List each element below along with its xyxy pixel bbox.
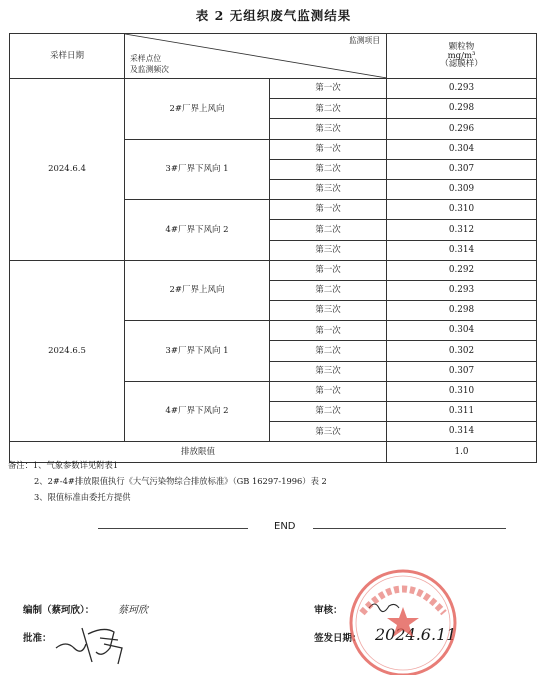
sampling-point-cell: 4#厂界下风向 2 <box>125 381 270 442</box>
header-monitoring-frequency: 及监测频次 <box>130 64 169 74</box>
table-title: 表 2 无组织废气监测结果 <box>195 8 352 23</box>
note-1: 备注：1、气象参数详见附表1 <box>8 460 119 470</box>
frequency-cell: 第三次 <box>270 361 387 381</box>
value-cell: 0.307 <box>387 159 537 179</box>
value-cell: 0.296 <box>387 119 537 139</box>
issue-date-value: 2024.6.11 <box>375 625 457 644</box>
value-cell: 0.302 <box>387 341 537 361</box>
frequency-cell: 第三次 <box>270 179 387 199</box>
compiler-signature: 蔡珂欣 <box>118 605 148 616</box>
value-cell: 0.309 <box>387 179 537 199</box>
frequency-cell: 第一次 <box>270 381 387 401</box>
approver-label: 批准： <box>23 633 52 644</box>
frequency-cell: 第一次 <box>270 260 387 280</box>
limit-label-cell: 排放限值 <box>10 442 387 462</box>
frequency-cell: 第二次 <box>270 159 387 179</box>
sampling-date-cell: 2024.6.4 <box>10 79 125 261</box>
end-line-right <box>313 528 506 529</box>
table-header-row <box>10 34 537 79</box>
frequency-cell: 第二次 <box>270 341 387 361</box>
frequency-cell: 第二次 <box>270 402 387 422</box>
limit-value-cell: 1.0 <box>387 442 537 462</box>
value-cell: 0.310 <box>387 200 537 220</box>
header-sampling-point: 采样点位 <box>130 54 162 63</box>
header-particulate-matter <box>387 34 537 79</box>
sampling-date-cell: 2024.6.5 <box>10 260 125 442</box>
value-cell: 0.310 <box>387 381 537 401</box>
sampling-point-cell: 4#厂界下风向 2 <box>125 200 270 261</box>
frequency-cell: 第三次 <box>270 240 387 260</box>
frequency-cell: 第三次 <box>270 422 387 442</box>
frequency-cell: 第一次 <box>270 139 387 159</box>
sampling-point-cell: 2#厂界上风向 <box>125 260 270 321</box>
header-pm-unit: mg/m³ <box>447 50 476 61</box>
value-cell: 0.293 <box>387 280 537 300</box>
value-cell: 0.304 <box>387 139 537 159</box>
company-seal-stamp <box>338 555 468 675</box>
header-pm-name: 颗粒物 <box>448 42 475 53</box>
header-diagonal-cell <box>125 34 387 79</box>
value-cell: 0.293 <box>387 79 537 99</box>
value-cell: 0.307 <box>387 361 537 381</box>
frequency-cell: 第二次 <box>270 220 387 240</box>
table-row <box>10 79 537 99</box>
frequency-cell: 第一次 <box>270 200 387 220</box>
table-row <box>10 260 537 280</box>
header-pm-sample-type: （滤膜样） <box>440 59 483 70</box>
notes-block <box>8 457 327 505</box>
frequency-cell: 第三次 <box>270 301 387 321</box>
end-line-left <box>98 528 248 529</box>
sampling-point-cell: 3#厂界下风向 1 <box>125 139 270 200</box>
monitoring-results-table <box>9 33 537 463</box>
value-cell: 0.314 <box>387 422 537 442</box>
frequency-cell: 第二次 <box>270 99 387 119</box>
value-cell: 0.298 <box>387 301 537 321</box>
compiler-label: 编制（蔡珂欣）： <box>23 605 95 616</box>
reviewer-label: 审核： <box>314 605 343 616</box>
note-3: 3、限值标准由委托方提供 <box>34 492 131 502</box>
value-cell: 0.304 <box>387 321 537 341</box>
value-cell: 0.298 <box>387 99 537 119</box>
frequency-cell: 第三次 <box>270 119 387 139</box>
value-cell: 0.292 <box>387 260 537 280</box>
end-marker <box>98 521 506 535</box>
issue-date-label: 签发日期： <box>314 633 362 644</box>
end-text: END <box>274 521 296 532</box>
header-sampling-date: 采样日期 <box>10 34 125 79</box>
value-cell: 0.311 <box>387 402 537 422</box>
value-cell: 0.312 <box>387 220 537 240</box>
sampling-point-cell: 3#厂界下风向 1 <box>125 321 270 382</box>
value-cell: 0.314 <box>387 240 537 260</box>
frequency-cell: 第二次 <box>270 280 387 300</box>
frequency-cell: 第一次 <box>270 321 387 341</box>
header-monitoring-item: 监测项目 <box>348 36 380 45</box>
sampling-point-cell: 2#厂界上风向 <box>125 79 270 140</box>
note-2: 2、2#-4#排放限值执行《大气污染物综合排放标准》（GB 16297-1996）表 2 <box>34 476 327 486</box>
approver-signature <box>52 618 132 668</box>
frequency-cell: 第一次 <box>270 79 387 99</box>
